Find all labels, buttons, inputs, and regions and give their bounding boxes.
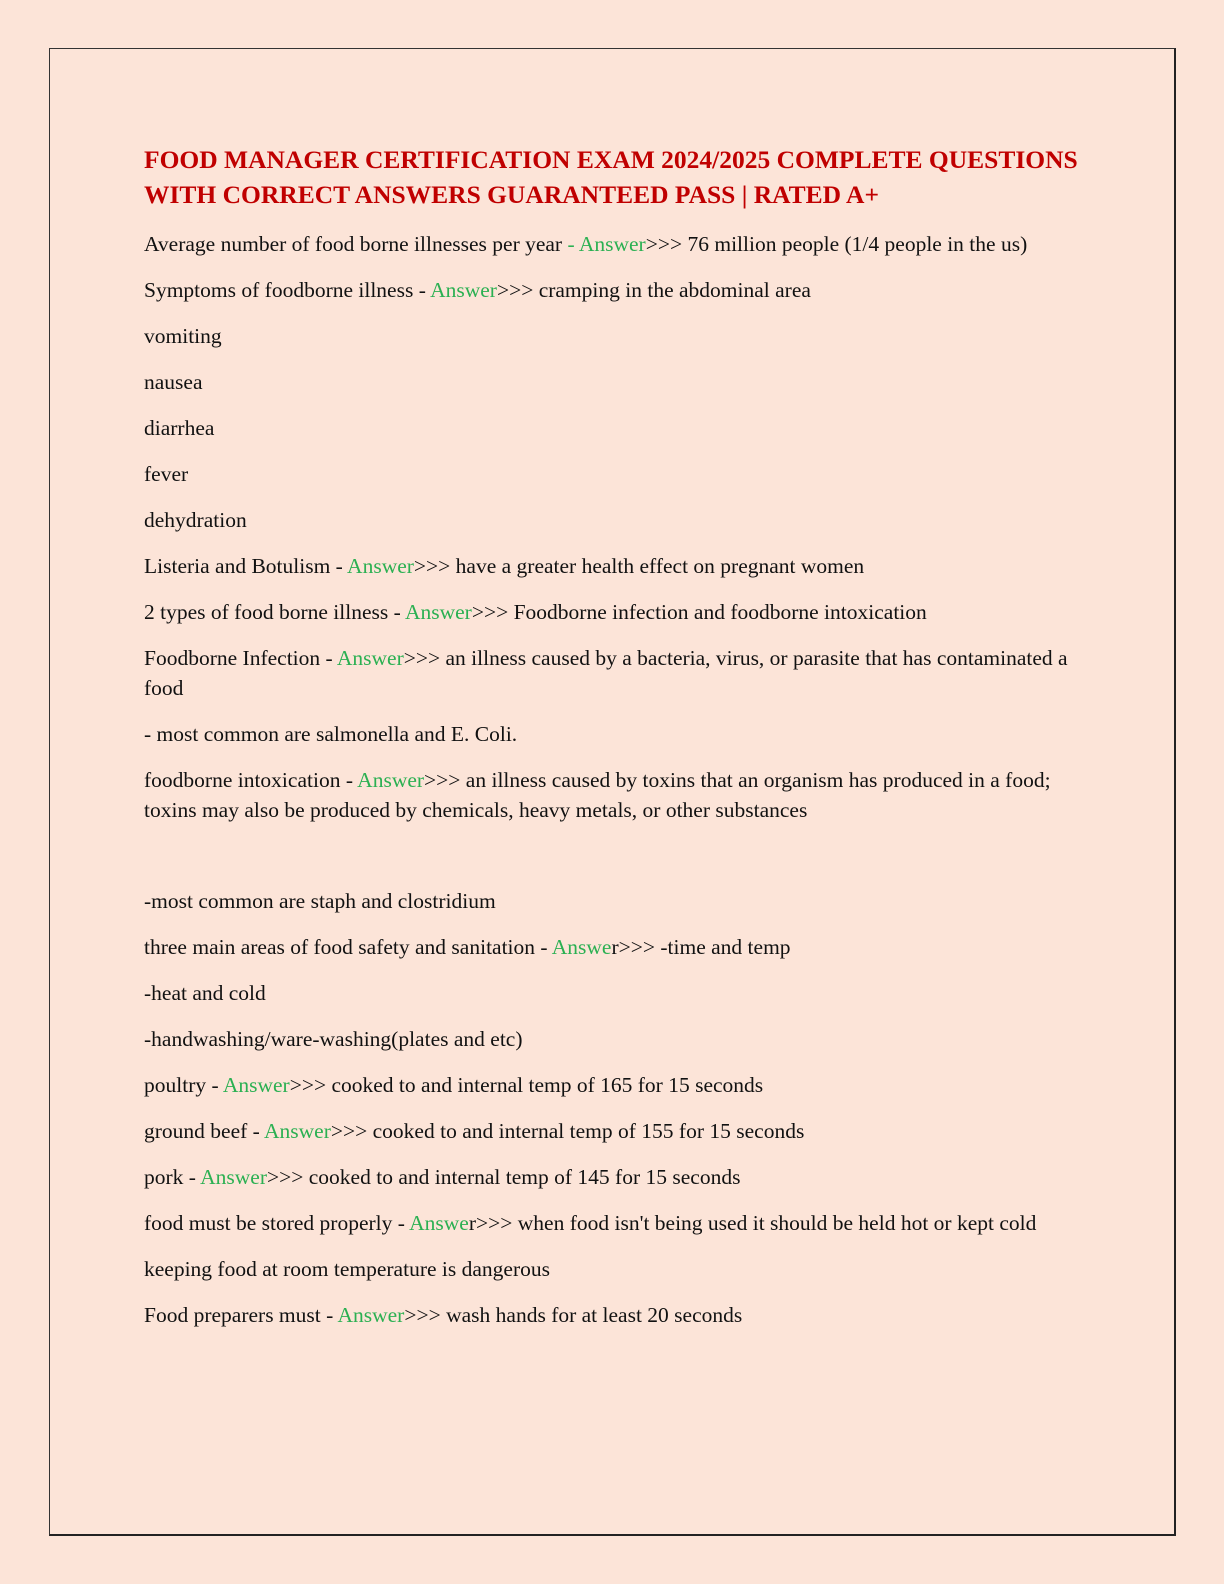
qa-food-preparers: Food preparers must - Answer>>> wash hands for at least 20 seconds: [144, 1303, 743, 1327]
qa-pork: pork - Answer>>> cooked to and internal temp of 145 for 15 seconds: [144, 1165, 741, 1189]
area-handwashing: -handwashing/ware-washing(plates and etc): [144, 1027, 523, 1051]
qa-foodborne-intoxication: foodborne intoxication - Answer>>> an illness caused by toxins that an organism has produced in a food; toxins may also be produced by chemicals, heavy metals, or other substances: [144, 768, 1051, 822]
area-heat-cold: -heat and cold: [144, 981, 266, 1005]
symptom-diarrhea: diarrhea: [144, 416, 215, 440]
qa-listeria-botulism: Listeria and Botulism - Answer>>> have a greater health effect on pregnant women: [144, 554, 865, 578]
qa-symptoms: Symptoms of foodborne illness - Answer>>> cramping in the abdominal area: [144, 278, 811, 302]
symptom-vomiting: vomiting: [144, 324, 222, 348]
qa-two-types: 2 types of food borne illness - Answer>>> Foodborne infection and foodborne intoxication: [144, 600, 927, 624]
symptom-fever: fever: [144, 462, 189, 486]
note-infection-common: - most common are salmonella and E. Coli.: [144, 722, 518, 746]
qa-foodborne-infection: Foodborne Infection - Answer>>> an illness caused by a bacteria, virus, or parasite that has contaminated a food: [144, 646, 1068, 700]
qa-average-illnesses: Average number of food borne illnesses per year - Answer>>> 76 million people (1/4 people in the us): [144, 232, 1028, 256]
document-title: FOOD MANAGER CERTIFICATION EXAM 2024/2025 COMPLETE QUESTIONS WITH CORRECT ANSWERS GUARANTEED PASS | RATED A+: [144, 145, 1078, 209]
qa-three-main-areas: three main areas of food safety and sanitation - Answer>>> -time and temp: [144, 935, 791, 959]
qa-poultry: poultry - Answer>>> cooked to and internal temp of 165 for 15 seconds: [144, 1073, 764, 1097]
qa-ground-beef: ground beef - Answer>>> cooked to and internal temp of 155 for 15 seconds: [144, 1119, 805, 1143]
document-body: [144, 142, 1079, 1346]
symptom-dehydration: dehydration: [144, 508, 247, 532]
note-intoxication-common: -most common are staph and clostridium: [144, 889, 496, 913]
note-room-temperature: keeping food at room temperature is dangerous: [144, 1257, 550, 1281]
symptom-nausea: nausea: [144, 370, 203, 394]
qa-food-stored: food must be stored properly - Answer>>> when food isn't being used it should be held hot or kept cold: [144, 1211, 1037, 1235]
